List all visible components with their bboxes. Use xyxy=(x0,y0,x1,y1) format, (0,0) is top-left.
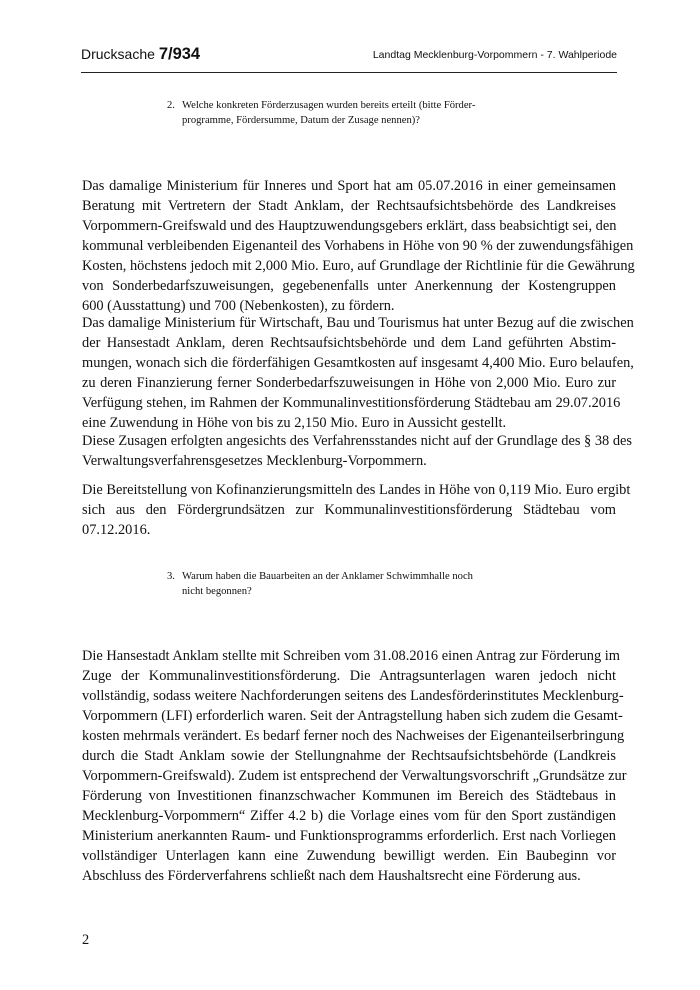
question-number: 3. xyxy=(167,571,175,582)
text-line: von Sonderbedarfszuweisungen, gegebenenfalls unter Anerkennung der Kostengruppen xyxy=(82,278,616,294)
text-line: Beratung mit Vertretern der Stadt Anklam, der Rechtsaufsichtsbehörde des Landkreises xyxy=(82,198,616,214)
text-line: Kosten, höchstens jedoch mit 2,000 Mio. Euro, auf Grundlage der Richtlinie für die Gewährung xyxy=(82,258,635,274)
answer-2-paragraph-2 xyxy=(82,313,634,433)
question-text xyxy=(182,98,587,128)
text-line: Verfügung stehen, im Rahmen der Kommunalinvestitionsförderung Städtebau am 29.07.2016 xyxy=(82,395,621,411)
text-line: vollständiger Unterlagen kann eine Zuwendung bewilligt werden. Ein Baubeginn vor xyxy=(82,848,616,864)
document-label: Drucksache xyxy=(81,46,159,62)
question-text xyxy=(182,569,587,599)
text-line: Zuge der Kommunalinvestitionsförderung. Die Antragsunterlagen waren jedoch nicht xyxy=(82,668,616,684)
question-number: 2. xyxy=(167,100,175,111)
text-line: eine Zuwendung in Höhe von bis zu 2,150 Mio. Euro in Aussicht gestellt. xyxy=(82,415,507,431)
question-line: programme, Fördersumme, Datum der Zusage nennen)? xyxy=(182,115,420,126)
page-number: 2 xyxy=(82,932,90,948)
text-line: sich aus den Fördergrundsätzen zur Kommunalinvestitionsförderung Städtebau vom xyxy=(82,502,616,518)
text-line: Die Bereitstellung von Kofinanzierungsmitteln des Landes in Höhe von 0,119 Mio. Euro ergibt xyxy=(82,482,631,498)
text-line: Vorpommern (LFI) erforderlich waren. Seit der Antragstellung haben sich zudem die Gesamt- xyxy=(82,708,623,724)
text-line: 07.12.2016. xyxy=(82,522,151,538)
answer-2-paragraph-1 xyxy=(82,176,635,316)
text-line: zu deren Finanzierung ferner Sonderbedarfszuweisungen in Höhe von 2,000 Mio. Euro zur xyxy=(82,375,616,391)
text-line: kosten mehrmals verändert. Es bedarf ferner noch des Nachweises der Eigenanteilserbringung xyxy=(82,728,625,744)
text-line: mungen, wonach sich die förderfähigen Gesamtkosten auf insgesamt 4,400 Mio. Euro belaufen, xyxy=(82,355,634,371)
question-line: Welche konkreten Förderzusagen wurden bereits erteilt (bitte Förder- xyxy=(182,100,476,111)
text-line: Das damalige Ministerium für Inneres und Sport hat am 05.07.2016 in einer gemeinsamen xyxy=(82,178,616,194)
text-line: Vorpommern-Greifswald). Zudem ist entsprechend der Verwaltungsvorschrift „Grundsätze zur xyxy=(82,768,627,784)
text-line: Die Hansestadt Anklam stellte mit Schreiben vom 31.08.2016 einen Antrag zur Förderung im xyxy=(82,648,620,664)
page-header xyxy=(81,42,617,73)
text-line: Förderung von Investitionen finanzschwacher Kommunen im Bereich des Städtebaus in xyxy=(82,788,616,804)
text-line: Ministerium anerkannten Raum- und Funktionsprogramms erforderlich. Erst nach Vorliegen xyxy=(82,828,616,844)
text-line: 600 (Ausstattung) und 700 (Nebenkosten), zu fördern. xyxy=(82,298,395,314)
text-line: vollständig, sodass weitere Nachforderungen seitens des Landesförderinstitutes Mecklenburg- xyxy=(82,688,624,704)
question-line: nicht begonnen? xyxy=(182,586,252,597)
document-reference xyxy=(81,45,200,64)
question-3 xyxy=(167,569,587,599)
question-2 xyxy=(167,98,587,128)
text-line: Mecklenburg-Vorpommern“ Ziffer 4.2 b) die Vorlage eines vom für den Sport zuständigen xyxy=(82,808,616,824)
answer-2-paragraph-4 xyxy=(82,480,631,540)
answer-2-paragraph-3 xyxy=(82,431,632,471)
text-line: Diese Zusagen erfolgten angesichts des Verfahrensstandes nicht auf der Grundlage des § 38 des xyxy=(82,433,632,449)
text-line: durch die Stadt Anklam sowie der Stellungnahme der Rechtsaufsichtsbehörde (Landkreis xyxy=(82,748,616,764)
text-line: kommunal verbleibenden Eigenanteil des Vorhabens in Höhe von 90 % der zuwendungsfähigen xyxy=(82,238,634,254)
text-line: der Hansestadt Anklam, deren Rechtsaufsichtsbehörde und dem Land geführten Abstim- xyxy=(82,335,616,351)
question-line: Warum haben die Bauarbeiten an der Anklamer Schwimmhalle noch xyxy=(182,571,473,582)
institution-title: Landtag Mecklenburg-Vorpommern - 7. Wahlperiode xyxy=(372,49,617,61)
text-line: Das damalige Ministerium für Wirtschaft, Bau und Tourismus hat unter Bezug auf die zwischen xyxy=(82,315,634,331)
text-line: Verwaltungsverfahrensgesetzes Mecklenburg-Vorpommern. xyxy=(82,453,427,469)
text-line: Vorpommern-Greifswald und des Hauptzuwendungsgebers erklärt, dass beabsichtigt sei, den xyxy=(82,218,617,234)
document-number: 7/934 xyxy=(158,45,201,63)
answer-3-paragraph xyxy=(82,646,627,886)
text-line: Abschluss des Förderverfahrens schließt nach dem Haushaltsrecht eine Förderung aus. xyxy=(82,868,581,884)
